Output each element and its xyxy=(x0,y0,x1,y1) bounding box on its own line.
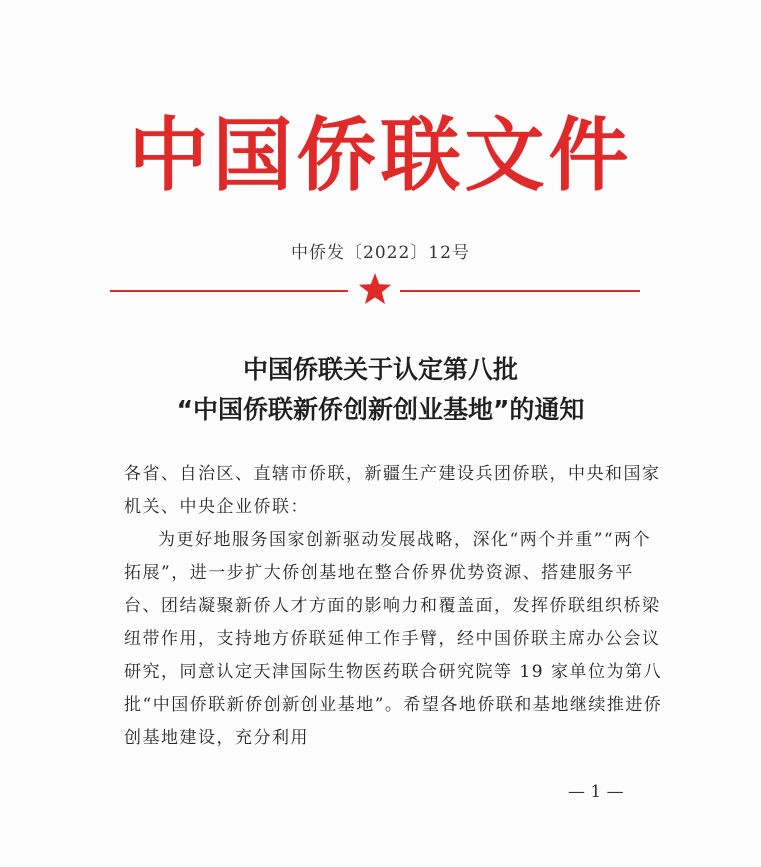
addressees: 各省、自治区、直辖市侨联，新疆生产建设兵团侨联，中央和国家机关、中央企业侨联： xyxy=(124,464,661,517)
notice-title-line2: “中国侨联新侨创新创业基地”的通知 xyxy=(176,395,585,424)
document-number: 中侨发〔2022〕12号 xyxy=(291,243,470,263)
red-divider-right xyxy=(400,290,640,292)
notice-body xyxy=(124,458,664,755)
page-number: — 1 — xyxy=(568,782,624,802)
star-icon xyxy=(357,271,393,307)
masthead-title: 中国侨联文件 xyxy=(128,109,633,202)
body-paragraph: 为更好地服务国家创新驱动发展战略，深化“两个并重”“两个拓展”，进一步扩大侨创基地在整合侨界优势资源、搭建服务平台、团结凝聚新侨人才方面的影响力和覆盖面，发挥侨联组织桥梁纽带作用，支持地方侨联延伸工作手臂，经中国侨联主席办公会议研究，同意认定天津国际生物医药联合研究院等 19 家单位为第八批“中国侨联新侨创新创业基地”。希望各地侨联和基地继续推进侨创基地建设，充分利用 xyxy=(124,530,663,748)
red-divider-left xyxy=(110,290,348,292)
notice-title-line1: 中国侨联关于认定第八批 xyxy=(242,355,518,384)
